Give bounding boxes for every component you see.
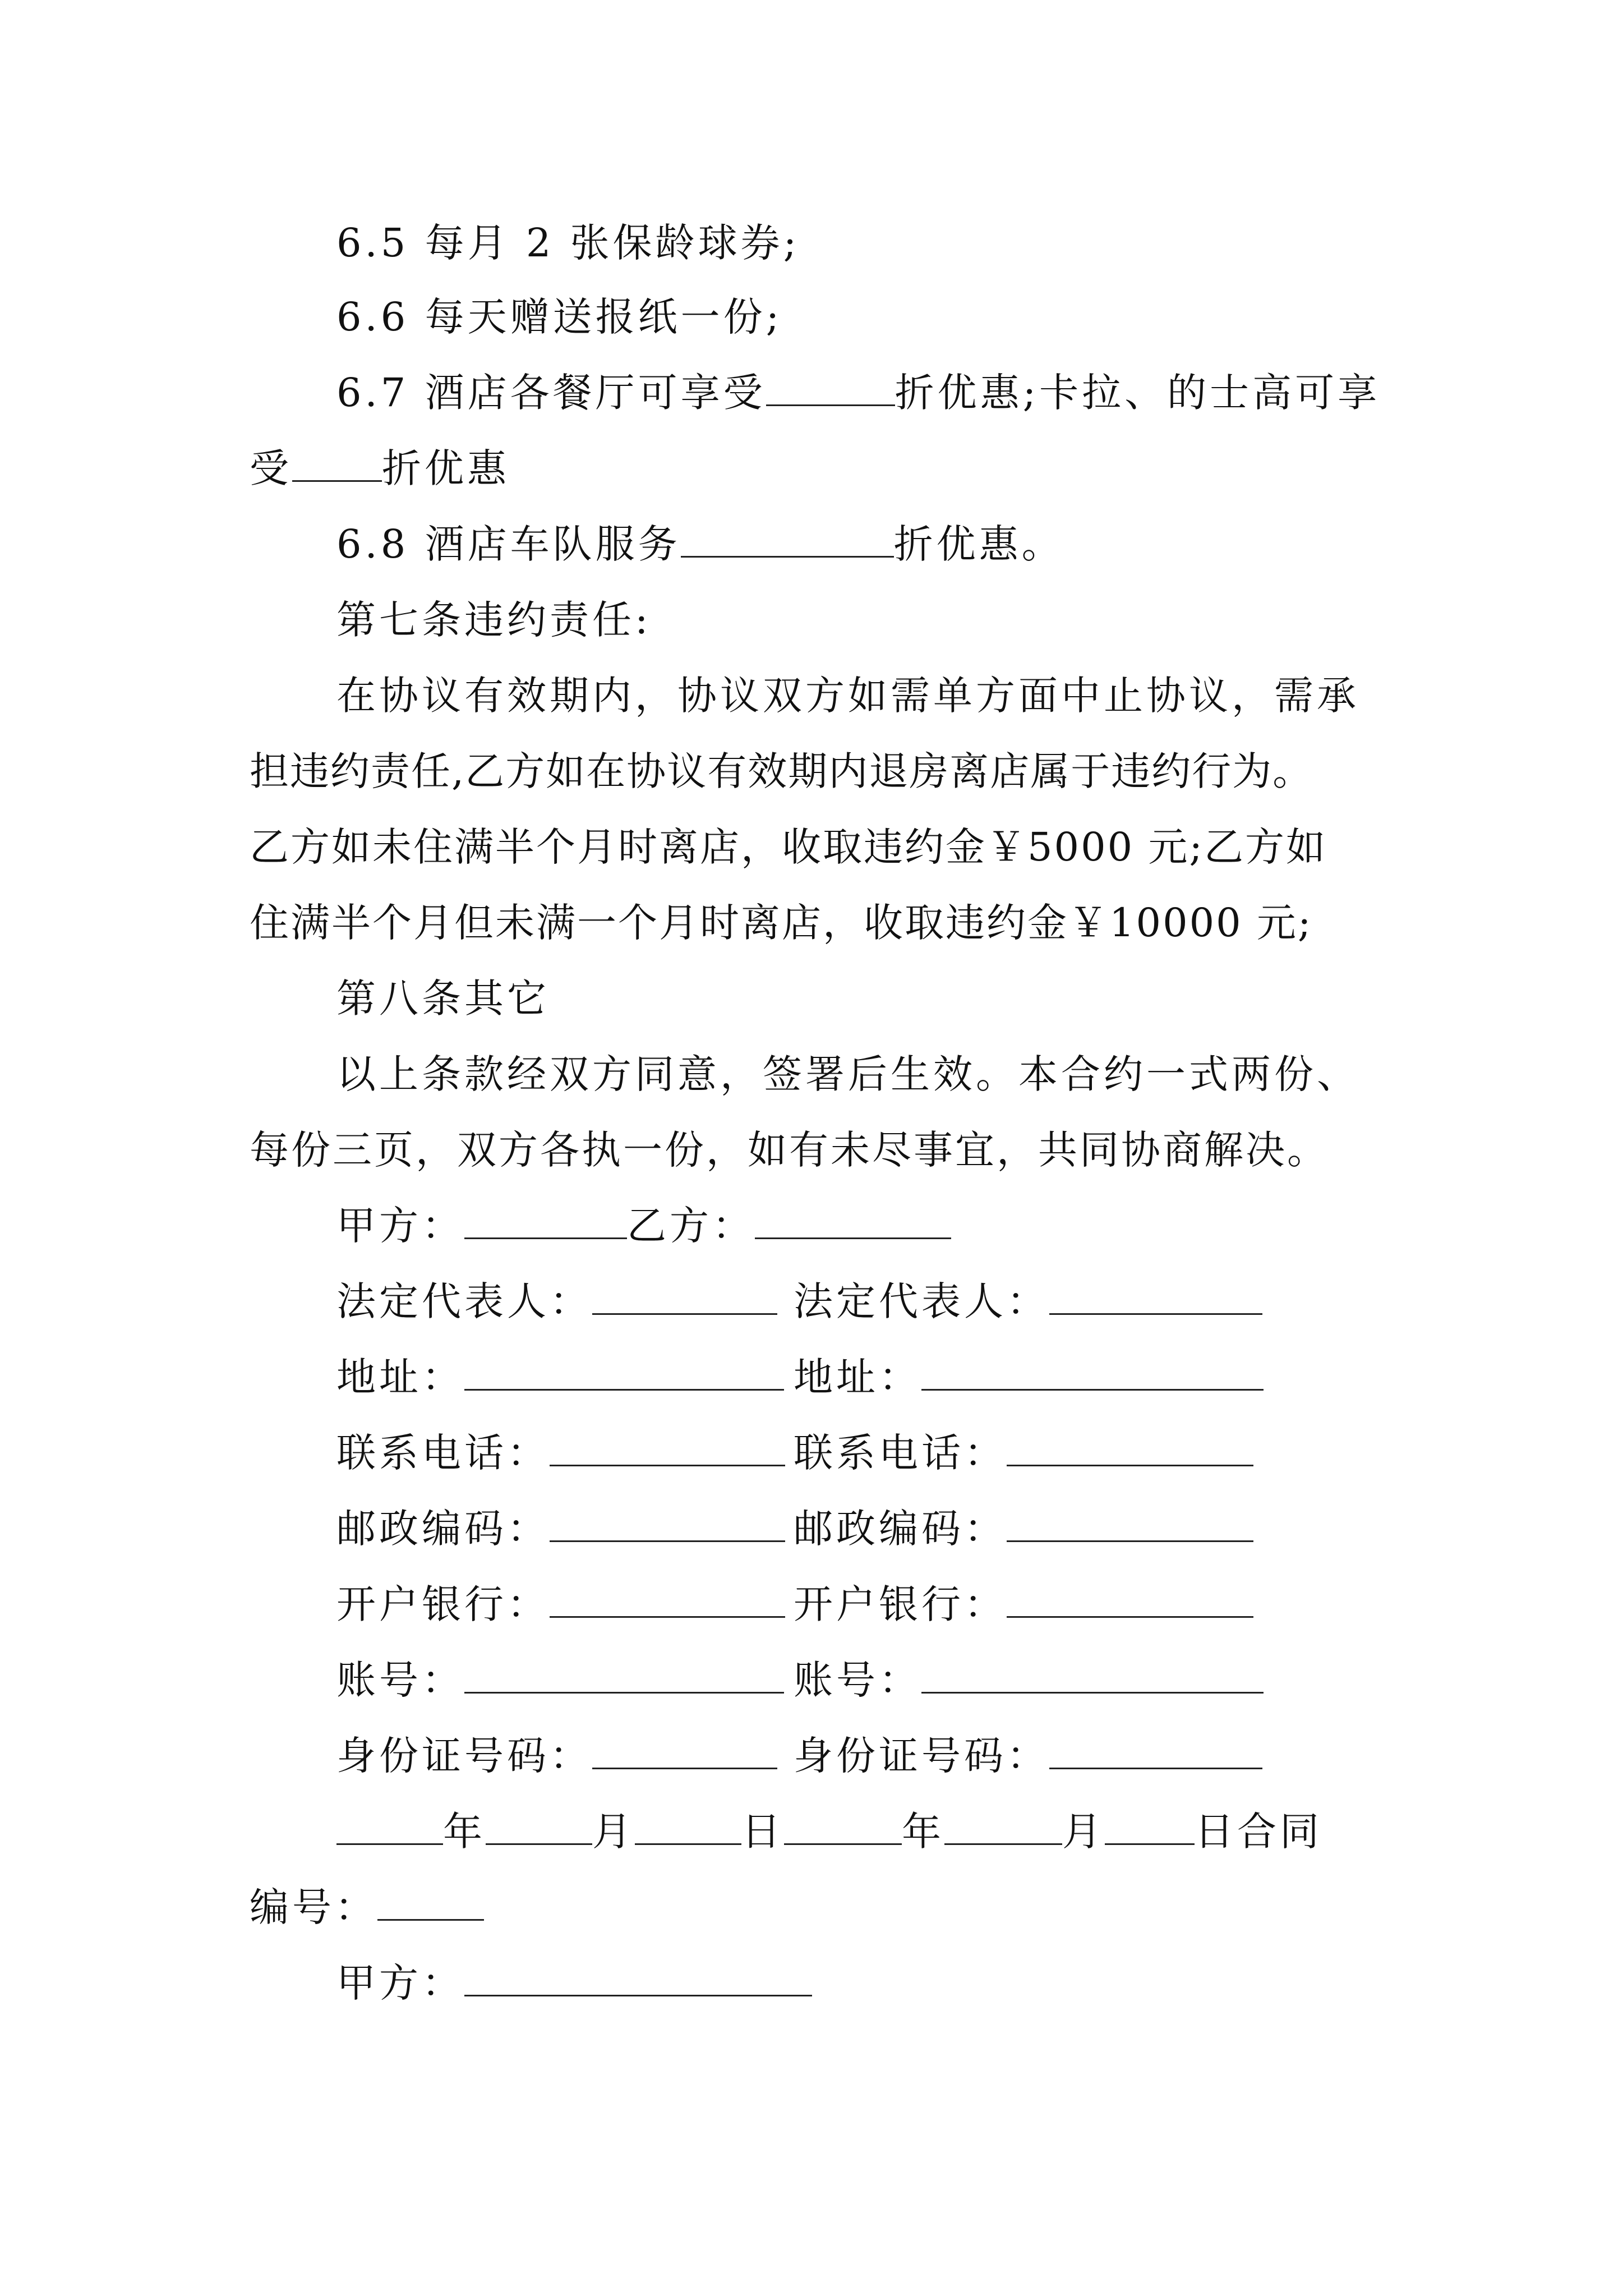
item-6-6: 6.6 每天赠送报纸一份; <box>336 294 783 340</box>
signature-party-row: 甲方： 乙方： <box>336 1200 951 1251</box>
address-b-field[interactable] <box>921 1354 1264 1391</box>
signature-phone-row: 联系电话： 联系电话： <box>336 1428 1290 1478</box>
discount-blank[interactable] <box>766 370 895 406</box>
article-7-para: 住满半个月但未满一个月时离店，收取违约金￥10000 元; <box>250 900 1313 946</box>
phone-b-field[interactable] <box>1007 1430 1253 1466</box>
party-a-field[interactable] <box>464 1203 627 1239</box>
discount-blank[interactable] <box>681 521 894 558</box>
article-8-para: 以上条款经双方同意，签署后生效。本合约一式两份、 <box>336 1051 1359 1097</box>
account-a-field[interactable] <box>464 1657 784 1694</box>
bank-a-field[interactable] <box>550 1581 785 1618</box>
legal-rep-b-field[interactable] <box>1049 1278 1262 1315</box>
id-b-field[interactable] <box>1049 1733 1262 1769</box>
article-7-para: 在协议有效期内，协议双方如需单方面中止协议，需承 <box>336 673 1359 719</box>
party-b-field[interactable] <box>755 1203 951 1239</box>
year-b-field[interactable] <box>784 1809 902 1845</box>
item-6-8: 6.8 酒店车队服务 折优惠。 <box>336 521 1064 567</box>
date-line: 年 月 日 年 月 日合同 <box>336 1806 1322 1857</box>
day-a-field[interactable] <box>635 1809 741 1845</box>
legal-rep-a-field[interactable] <box>592 1278 777 1315</box>
id-a-field[interactable] <box>592 1733 777 1769</box>
address-a-field[interactable] <box>464 1354 784 1391</box>
signature-address-row: 地址： 地址： <box>336 1352 1290 1402</box>
year-a-field[interactable] <box>336 1809 443 1845</box>
party-a-bottom-field[interactable] <box>464 1960 812 1996</box>
contract-number-field[interactable] <box>377 1884 484 1921</box>
bank-b-field[interactable] <box>1007 1581 1253 1618</box>
article-8-para: 每份三页，双方各执一份，如有未尽事宜，共同协商解决。 <box>250 1127 1329 1173</box>
discount-blank[interactable] <box>292 445 382 482</box>
month-a-field[interactable] <box>486 1809 592 1845</box>
signature-legal-rep-row: 法定代表人： 法定代表人： <box>336 1276 1290 1327</box>
signature-account-row: 账号： 账号： <box>336 1655 1290 1705</box>
article-7-title: 第七条违约责任: <box>336 597 652 643</box>
item-6-7-cont: 受 折优惠 <box>250 445 510 491</box>
signature-postcode-row: 邮政编码： 邮政编码： <box>336 1503 1290 1554</box>
article-7-para: 担违约责任,乙方如在协议有效期内退房离店属于违约行为。 <box>250 748 1313 794</box>
article-8-title: 第八条其它 <box>336 976 550 1022</box>
item-6-7: 6.7 酒店各餐厅可享受 折优惠;卡拉、的士高可享 <box>336 370 1381 416</box>
month-b-field[interactable] <box>944 1809 1062 1845</box>
item-6-5: 6.5 每月 2 张保龄球券; <box>336 220 800 266</box>
signature-bank-row: 开户银行： 开户银行： <box>336 1579 1290 1630</box>
article-7-para: 乙方如未住满半个月时离店，收取违约金￥5000 元;乙方如 <box>250 824 1327 870</box>
postcode-a-field[interactable] <box>550 1506 785 1542</box>
day-b-field[interactable] <box>1105 1809 1195 1845</box>
signature-id-row: 身份证号码： 身份证号码： <box>336 1731 1290 1781</box>
contract-number-line: 编号： <box>250 1882 484 1932</box>
phone-a-field[interactable] <box>550 1430 785 1466</box>
account-b-field[interactable] <box>921 1657 1264 1694</box>
party-a-bottom-line: 甲方： <box>336 1958 812 2008</box>
postcode-b-field[interactable] <box>1007 1506 1253 1542</box>
